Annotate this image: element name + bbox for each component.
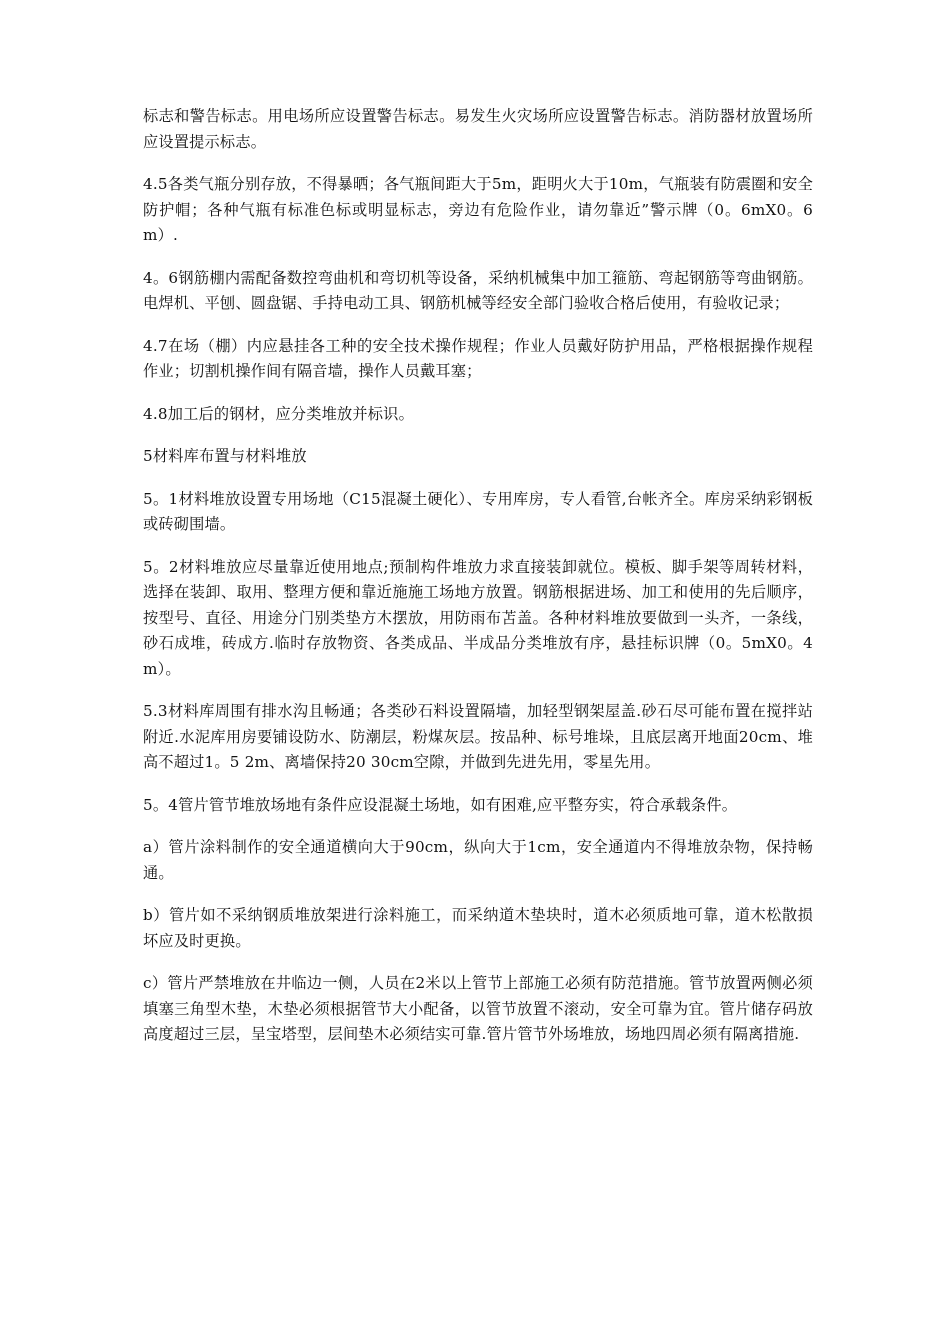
paragraph-4-8: 4.8加工后的钢材，应分类堆放并标识。 [143,404,414,423]
paragraph-5-4-a: a）管片涂料制作的安全通道横向大于90cm，纵向大于1cm，安全通道内不得堆放杂物，保持畅通。 [143,838,813,882]
paragraph-5-4-c: c）管片严禁堆放在井临边一侧，人员在2米以上管节上部施工必须有防范措施。管节放置两侧必须填塞三角型木垫，木垫必须根据管节大小配备，以管节放置不滚动，安全可靠为宜。管片储存码放高度超过三层，呈宝塔型，层间垫木必须结实可靠.管片管节外场堆放，场地四周必须有隔离措施. [143,974,813,1043]
document-body [143,104,813,1065]
paragraph-5-4: 5。4管片管节堆放场地有条件应设混凝土场地，如有困难,应平整夯实，符合承载条件。 [143,795,738,814]
paragraph-5-2: 5。2材料堆放应尽量靠近使用地点;预制构件堆放力求直接装卸就位。模板、脚手架等周转材料，选择在装卸、取用、整理方便和靠近施施工场地方放置。钢筋根据进场、加工和使用的先后顺序，按型号、直径、用途分门别类垫方木摆放，用防雨布苫盖。各种材料堆放要做到一头齐，一条线，砂石成堆，砖成方.临时存放物资、各类成品、半成品分类堆放有序，悬挂标识牌（0。5mX0。4m）。 [143,557,813,678]
section-heading-5: 5材料库布置与材料堆放 [143,447,307,465]
paragraph-4-6: 4。6钢筋棚内需配备数控弯曲机和弯切机等设备，采纳机械集中加工箍筋、弯起钢筋等弯曲钢筋。电焊机、平刨、圆盘锯、手持电动工具、钢筋机械等经安全部门验收合格后使用，有验收记录； [143,268,813,312]
paragraph-4-7: 4.7在场（棚）内应悬挂各工种的安全技术操作规程；作业人员戴好防护用品，严格根据操作规程作业；切割机操作间有隔音墙，操作人员戴耳塞； [143,336,813,380]
paragraph-5-1: 5。1材料堆放设置专用场地（C15混凝土硬化）、专用库房，专人看管,台帐齐全。库房采纳彩钢板或砖砌围墙。 [143,489,813,533]
paragraph-5-3: 5.3材料库周围有排水沟且畅通；各类砂石料设置隔墙，加轻型钢架屋盖.砂石尽可能布置在搅拌站附近.水泥库用房要铺设防水、防潮层，粉煤灰层。按品种、标号堆垛，且底层离开地面20cm、堆高不超过1。5 2m、离墙保持20 30cm空隙，并做到先进先用，零星先用。 [143,702,813,771]
paragraph-5-4-b: b）管片如不采纳钢质堆放架进行涂料施工，而采纳道木垫块时，道木必须质地可靠，道木松散损坏应及时更换。 [143,906,813,950]
paragraph-sign-continuation: 标志和警告标志。用电场所应设置警告标志。易发生火灾场所应设置警告标志。消防器材放置场所应设置提示标志。 [143,107,813,151]
paragraph-4-5: 4.5各类气瓶分别存放，不得暴晒；各气瓶间距大于5m，距明火大于10m，气瓶装有防震圈和安全防护帽；各种气瓶有标准色标或明显标志，旁边有危险作业，请勿靠近”警示牌（0。6mX0。6m）. [143,175,813,244]
